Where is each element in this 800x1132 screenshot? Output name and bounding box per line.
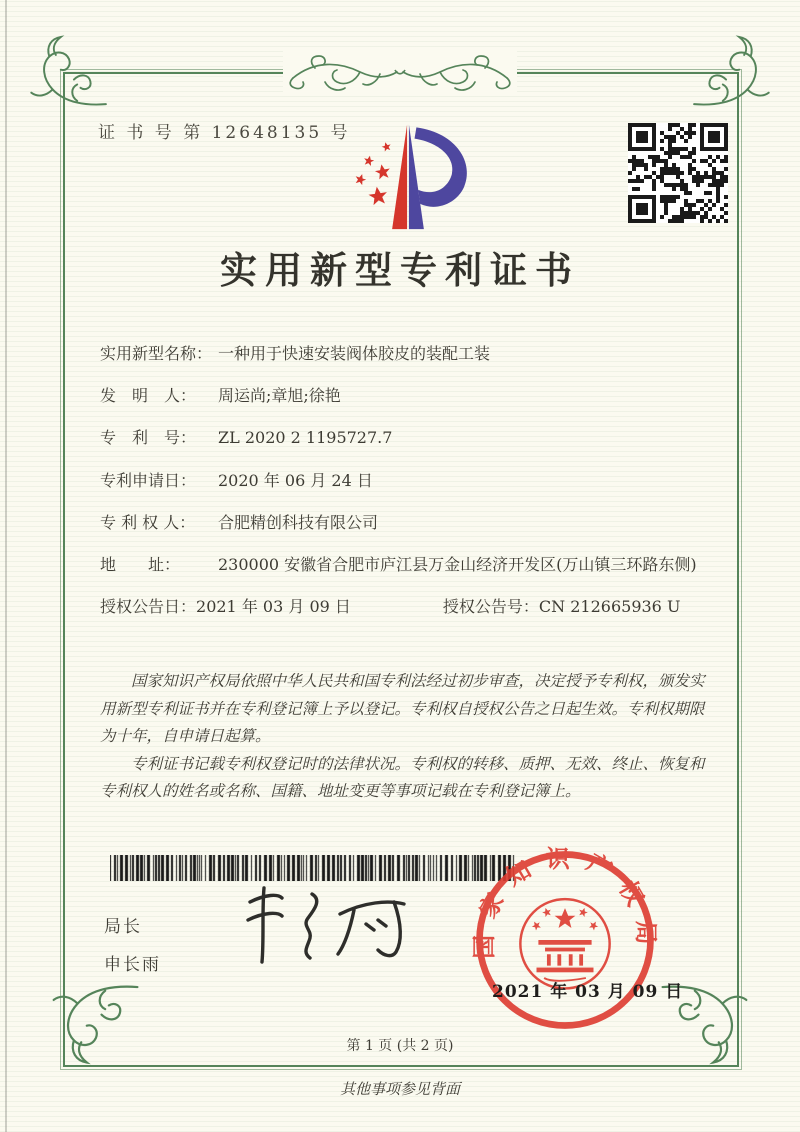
certificate-title: 实用新型专利证书	[220, 248, 580, 292]
field-label: 授权公告号：	[442, 597, 539, 617]
field-value: 2020 年 06 月 24 日	[218, 470, 373, 490]
field-value: 周运尚;章旭;徐艳	[218, 386, 341, 406]
director-signature	[212, 880, 417, 975]
field-label: 专 利 号：	[100, 428, 197, 448]
corner-ornament-top-left	[28, 32, 110, 114]
field-label: 发 明 人：	[100, 386, 197, 406]
certificate-fields	[100, 342, 720, 637]
qr-code	[628, 123, 728, 223]
legal-paragraph-2: 专利证书记载专利权登记时的法律状况。专利权的转移、质押、无效、终止、恢复和专利权人的姓名或名称、国籍、地址变更等事项记载在专利登记簿上。	[100, 754, 705, 801]
field-row-patentee	[100, 511, 720, 534]
director-title: 局长	[104, 917, 142, 937]
field-label: 授权公告日：	[100, 597, 197, 617]
field-value: 230000 安徽省合肥市庐江县万金山经济开发区(万山镇三环路东侧)	[218, 554, 697, 574]
corner-ornament-top-right	[690, 32, 772, 114]
seal-date: 2021 年 03 月 09 日	[492, 982, 684, 1002]
field-value: 合肥精创科技有限公司	[218, 512, 379, 532]
barcode	[110, 855, 516, 881]
field-value: 2021 年 03 月 09 日	[196, 597, 351, 617]
grant-date-pair	[100, 595, 351, 618]
field-label: 地 址：	[100, 554, 181, 574]
field-row-filing-date	[100, 469, 720, 492]
field-row-inventors	[100, 384, 720, 407]
field-row-name	[100, 342, 720, 365]
field-value: 一种用于快速安装阀体胶皮的装配工装	[218, 344, 491, 363]
cnipa-official-seal	[470, 845, 660, 1035]
cnipa-logo-icon	[338, 116, 478, 234]
field-row-address	[100, 553, 720, 576]
field-row-grant	[100, 595, 720, 618]
legal-statement	[100, 668, 708, 806]
page-number: 第 1 页 (共 2 页)	[346, 1038, 454, 1054]
back-side-note: 其他事项参见背面	[339, 1080, 460, 1098]
certificate-number: 证 书 号 第 12648135 号	[98, 123, 351, 143]
director-name: 申长雨	[104, 955, 161, 975]
field-row-patent-number	[100, 426, 720, 449]
scan-edge-artifact	[5, 0, 7, 1132]
field-value: ZL 2020 2 1195727.7	[218, 428, 393, 448]
field-label: 实用新型名称：	[100, 344, 213, 363]
grant-number-pair	[443, 595, 681, 618]
field-label: 专 利 权 人：	[100, 512, 196, 532]
legal-paragraph-1: 国家知识产权局依照中华人民共和国专利法经过初步审查，决定授予专利权，颁发实用新型专利证书并在专利登记簿上予以登记。专利权自授权公告之日起生效。专利权期限为十年，自申请日起算。	[100, 672, 705, 746]
seal-arc-text: 国家知识产权局	[470, 845, 660, 959]
field-value: CN 212665936 U	[538, 597, 681, 617]
field-label: 专利申请日：	[100, 470, 197, 490]
dragon-ornament-top-center	[283, 48, 517, 96]
